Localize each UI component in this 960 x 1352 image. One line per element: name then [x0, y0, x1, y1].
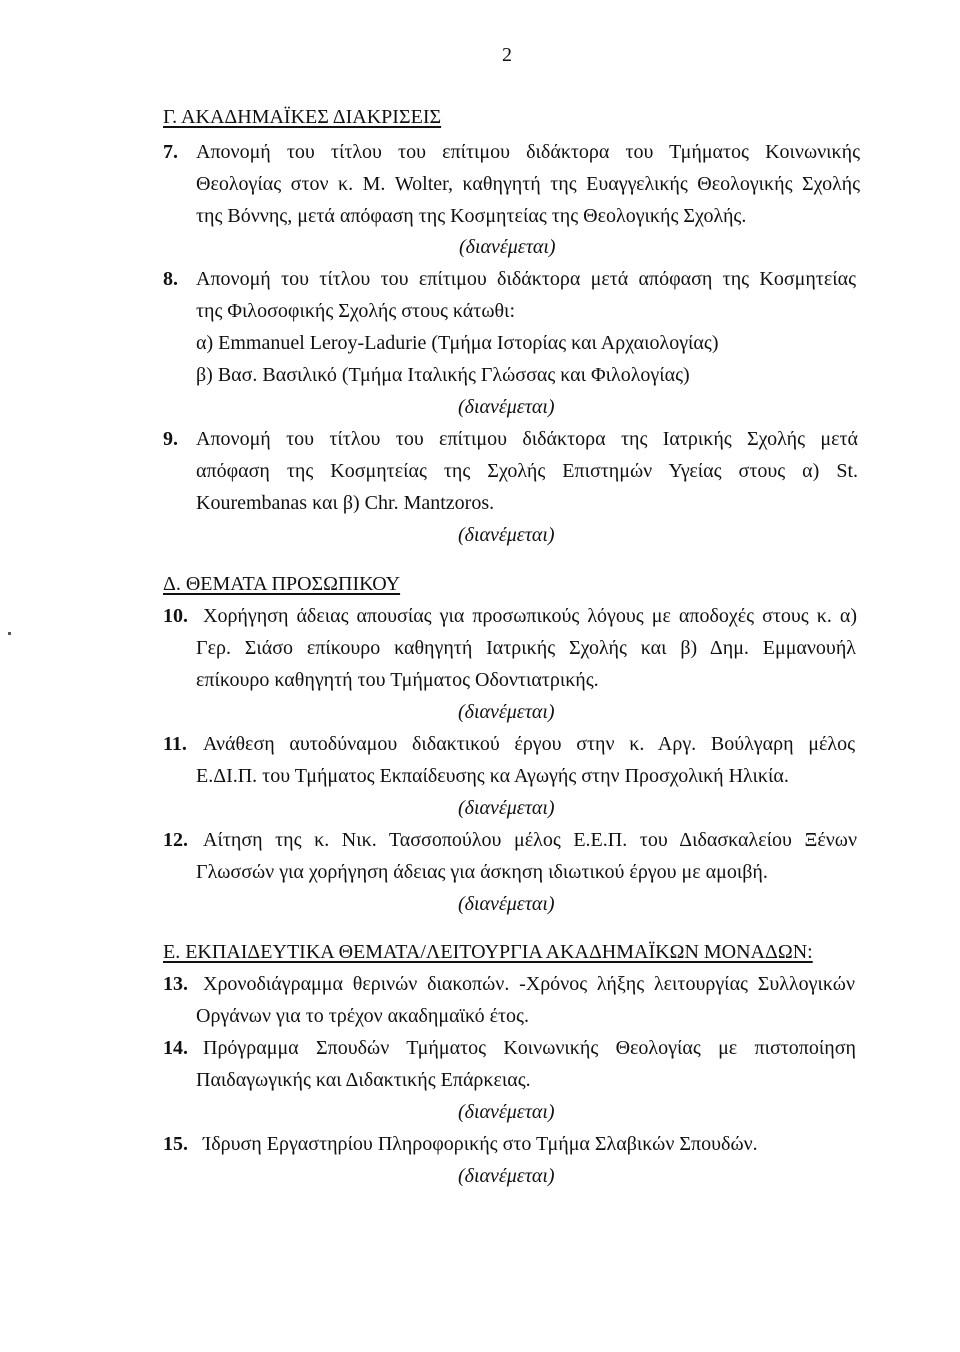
item-9-line-2: απόφαση της Κοσμητείας της Σχολής Επιστημών Υγείας στους α) St. [196, 460, 858, 482]
item-12-line-1: Αίτηση της κ. Νικ. Τασσοπούλου μέλος Ε.Ε.Π. του Διδασκαλείου Ξένων [203, 829, 857, 851]
item-10-number: 10. [163, 605, 188, 627]
item-13-line-2: Οργάνων για το τρέχον ακαδημαϊκό έτος. [196, 1005, 529, 1027]
item-11-distributed: (διανέμεται) [458, 797, 555, 819]
page-number: 2 [502, 44, 512, 66]
item-13-line-1: Χρονοδιάγραμμα θερινών διακοπών. -Χρόνος λήξης λειτουργίας Συλλογικών [203, 973, 855, 995]
item-9-number: 9. [163, 428, 178, 450]
item-10-line-2: Γερ. Σιάσο επίκουρο καθηγητή Ιατρικής Σχολής και β) Δημ. Εμμανουήλ [196, 637, 856, 659]
item-8-distributed: (διανέμεται) [458, 396, 555, 418]
item-7-line-3: της Βόννης, μετά απόφαση της Κοσμητείας της Θεολογικής Σχολής. [196, 205, 747, 227]
item-13-number: 13. [163, 973, 188, 995]
section-e-heading: Ε. ΕΚΠΑΙΔΕΥΤΙΚΑ ΘΕΜΑΤΑ/ΛΕΙΤΟΥΡΓΙΑ ΑΚΑΔΗΜΑΪΚΩΝ ΜΟΝΑΔΩΝ: [163, 941, 813, 963]
item-7-distributed: (διανέμεται) [459, 236, 556, 258]
item-8-line-3: α) Emmanuel Leroy-Ladurie (Τμήμα Ιστορίας και Αρχαιολογίας) [196, 332, 719, 354]
item-9-line-3: Kourembanas και β) Chr. Mantzoros. [196, 492, 495, 514]
section-d-heading: Δ. ΘΕΜΑΤΑ ΠΡΟΣΩΠΙΚΟΥ [163, 573, 401, 595]
section-g-heading: Γ. ΑΚΑΔΗΜΑΪΚΕΣ ΔΙΑΚΡΙΣΕΙΣ [163, 106, 442, 128]
item-14-line-1: Πρόγραμμα Σπουδών Τμήματος Κοινωνικής Θεολογίας με πιστοποίηση [203, 1037, 856, 1059]
item-15-line-1: Ίδρυση Εργαστηρίου Πληροφορικής στο Τμήμα Σλαβικών Σπουδών. [203, 1133, 758, 1155]
item-10-distributed: (διανέμεται) [458, 701, 555, 723]
item-15-number: 15. [163, 1133, 188, 1155]
item-7-line-2: Θεολογίας στον κ. Μ. Wolter, καθηγητή της Ευαγγελικής Θεολογικής Σχολής [196, 173, 860, 195]
item-10-line-1: Χορήγηση άδειας απουσίας για προσωπικούς λόγους με αποδοχές στους κ. α) [203, 605, 857, 627]
item-15-distributed: (διανέμεται) [458, 1165, 555, 1187]
item-7-line-1: Απονομή του τίτλου του επίτιμου διδάκτορα του Τμήματος Κοινωνικής [196, 141, 860, 163]
item-14-distributed: (διανέμεται) [458, 1101, 555, 1123]
margin-mark [8, 632, 11, 635]
item-8-line-4: β) Βασ. Βασιλικό (Τμήμα Ιταλικής Γλώσσας και Φιλολογίας) [196, 364, 690, 386]
item-8-number: 8. [163, 268, 178, 290]
item-12-distributed: (διανέμεται) [458, 893, 555, 915]
item-9-line-1: Απονομή του τίτλου του επίτιμου διδάκτορα της Ιατρικής Σχολής μετά [196, 428, 858, 450]
item-11-line-2: Ε.ΔΙ.Π. του Τμήματος Εκπαίδευσης κα Αγωγής στην Προσχολική Ηλικία. [196, 765, 789, 787]
item-8-line-2: της Φιλοσοφικής Σχολής στους κάτωθι: [196, 300, 515, 322]
item-7-number: 7. [163, 141, 178, 163]
item-12-line-2: Γλωσσών για χορήγηση άδειας για άσκηση ιδιωτικού έργου με αμοιβή. [196, 861, 768, 883]
item-11-line-1: Ανάθεση αυτοδύναμου διδακτικού έργου στην κ. Αργ. Βούλγαρη μέλος [203, 733, 855, 755]
item-11-number: 11. [163, 733, 187, 755]
item-14-line-2: Παιδαγωγικής και Διδακτικής Επάρκειας. [196, 1069, 531, 1091]
item-9-distributed: (διανέμεται) [458, 524, 555, 546]
item-12-number: 12. [163, 829, 188, 851]
item-8-line-1: Απονομή του τίτλου του επίτιμου διδάκτορα μετά απόφαση της Κοσμητείας [196, 268, 856, 290]
item-10-line-3: επίκουρο καθηγητή του Τμήματος Οδοντιατρικής. [196, 669, 599, 691]
item-14-number: 14. [163, 1037, 188, 1059]
